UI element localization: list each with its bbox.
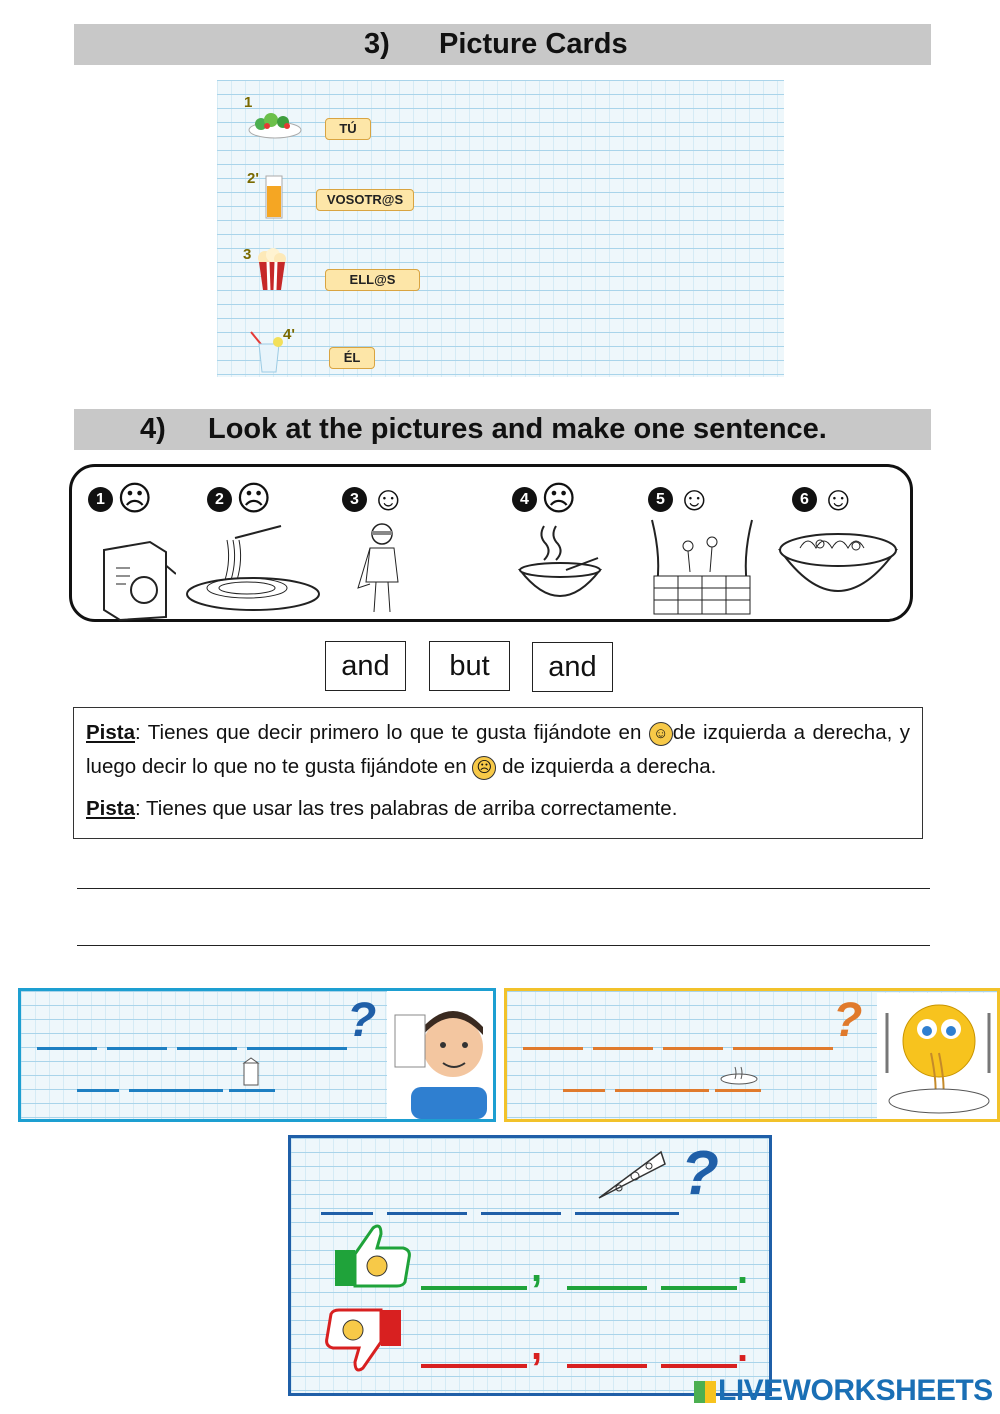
blank-line (563, 1089, 605, 1092)
question-mark: ? (833, 994, 863, 1047)
section4-number: 4) (140, 413, 166, 445)
theatre-icon (650, 518, 754, 618)
blank-line (247, 1047, 347, 1050)
pronoun-card: ÉL (329, 347, 375, 369)
juice-carton-icon (241, 1057, 261, 1087)
spaghetti-icon (183, 518, 323, 618)
blank-line (107, 1047, 167, 1050)
emoji-eating-spaghetti (877, 993, 997, 1119)
blank-line (129, 1089, 223, 1092)
blank-line (229, 1089, 275, 1092)
card-number: 3 (243, 246, 252, 263)
blank-line (421, 1286, 527, 1290)
blank-line (567, 1286, 647, 1290)
picture-number: 3 (342, 487, 367, 512)
blank-line (663, 1047, 723, 1050)
section3-number: 3) (364, 28, 390, 60)
blank-line (523, 1047, 583, 1050)
popcorn-icon (255, 248, 289, 292)
thumbs-down-icon (323, 1306, 403, 1376)
happy-face-icon: ☺ (649, 722, 673, 746)
liveworksheets-logo: LIVEWORKSHEETS (694, 1374, 993, 1408)
blank-line (321, 1212, 373, 1215)
pronoun-card: TÚ (325, 118, 371, 140)
superhero-icon (352, 518, 412, 618)
card-number: 4' (283, 326, 295, 343)
blank-line (481, 1212, 561, 1215)
spaghetti-icon (719, 1065, 759, 1085)
emoji-spaghetti-icon (877, 993, 997, 1119)
section4-title: Look at the pictures and make one sentence. (208, 413, 827, 445)
salad-icon (247, 106, 303, 140)
blank-line (661, 1286, 737, 1290)
salad-bowl-icon (776, 522, 900, 606)
picture-number: 1 (88, 487, 113, 512)
happy-face-icon: ☺ (821, 480, 856, 518)
picture-number: 6 (792, 487, 817, 512)
soup-icon (514, 522, 606, 612)
picture-4 (512, 482, 652, 622)
picture-number: 4 (512, 487, 537, 512)
example-card-orange (504, 988, 1000, 1122)
thumbs-up-icon (333, 1220, 413, 1290)
boy-with-juice-icon (387, 991, 493, 1119)
picture-cards-grid (217, 80, 784, 377)
blank-line (37, 1047, 97, 1050)
sad-face-icon: ☹ (117, 480, 153, 518)
blank-line (593, 1047, 653, 1050)
pronoun-card: VOSOTR@S (316, 189, 414, 211)
hint-box (73, 707, 923, 839)
answer-line-1[interactable] (77, 888, 930, 889)
word-box-and-2: and (532, 642, 613, 692)
answer-line-2[interactable] (77, 945, 930, 946)
section4-header (74, 409, 931, 450)
blank-line (661, 1364, 737, 1368)
example-card-blue (18, 988, 496, 1122)
sad-face-icon: ☹ (541, 480, 577, 518)
blank-line (575, 1212, 679, 1215)
blank-line (733, 1047, 833, 1050)
orange-juice-icon (263, 170, 285, 220)
blank-line (77, 1089, 119, 1092)
picture-number: 5 (648, 487, 673, 512)
boy-avatar (387, 991, 493, 1119)
sad-face-icon: ☹ (236, 480, 272, 518)
word-box-and: and (325, 641, 406, 691)
pizza-slice-icon (595, 1148, 667, 1202)
juice-carton-icon (96, 522, 176, 622)
hint-1: Pista: Tienes que decir primero lo que te gusta fijándote en ☺ de izquierda a derecha, y luego decir lo que no te gusta fijándote en ☹ de izquierda a derecha. (86, 721, 910, 778)
pronoun-card: ELL@S (325, 269, 420, 291)
word-box-but: but (429, 641, 510, 691)
blank-line (615, 1089, 709, 1092)
blank-line (387, 1212, 467, 1215)
picture-5 (648, 482, 788, 622)
blank-line (177, 1047, 237, 1050)
card-number: 1 (244, 94, 253, 111)
blank-line (715, 1089, 761, 1092)
blank-line (567, 1364, 647, 1368)
picture-6 (792, 482, 932, 622)
example-card-thumbs: ? , . , . (288, 1135, 772, 1396)
picture-3 (342, 482, 482, 622)
lemonade-icon (247, 330, 287, 374)
sad-face-icon: ☹ (472, 756, 496, 780)
happy-face-icon: ☺ (371, 480, 406, 518)
section3-header (74, 24, 931, 65)
card-number: 2' (247, 170, 259, 187)
picture-2 (207, 482, 347, 622)
happy-face-icon: ☺ (677, 480, 712, 518)
hint-label: Pista (86, 721, 135, 744)
question-mark: ? (347, 994, 377, 1047)
question-mark: ? (681, 1139, 719, 1208)
logo-mark-icon (694, 1381, 716, 1403)
picture-number: 2 (207, 487, 232, 512)
hint-label: Pista (86, 797, 135, 820)
section3-title: Picture Cards (439, 28, 628, 60)
hint-2: Pista: Tienes que usar las tres palabras de arriba correctamente. (86, 797, 678, 820)
blank-line (421, 1364, 527, 1368)
